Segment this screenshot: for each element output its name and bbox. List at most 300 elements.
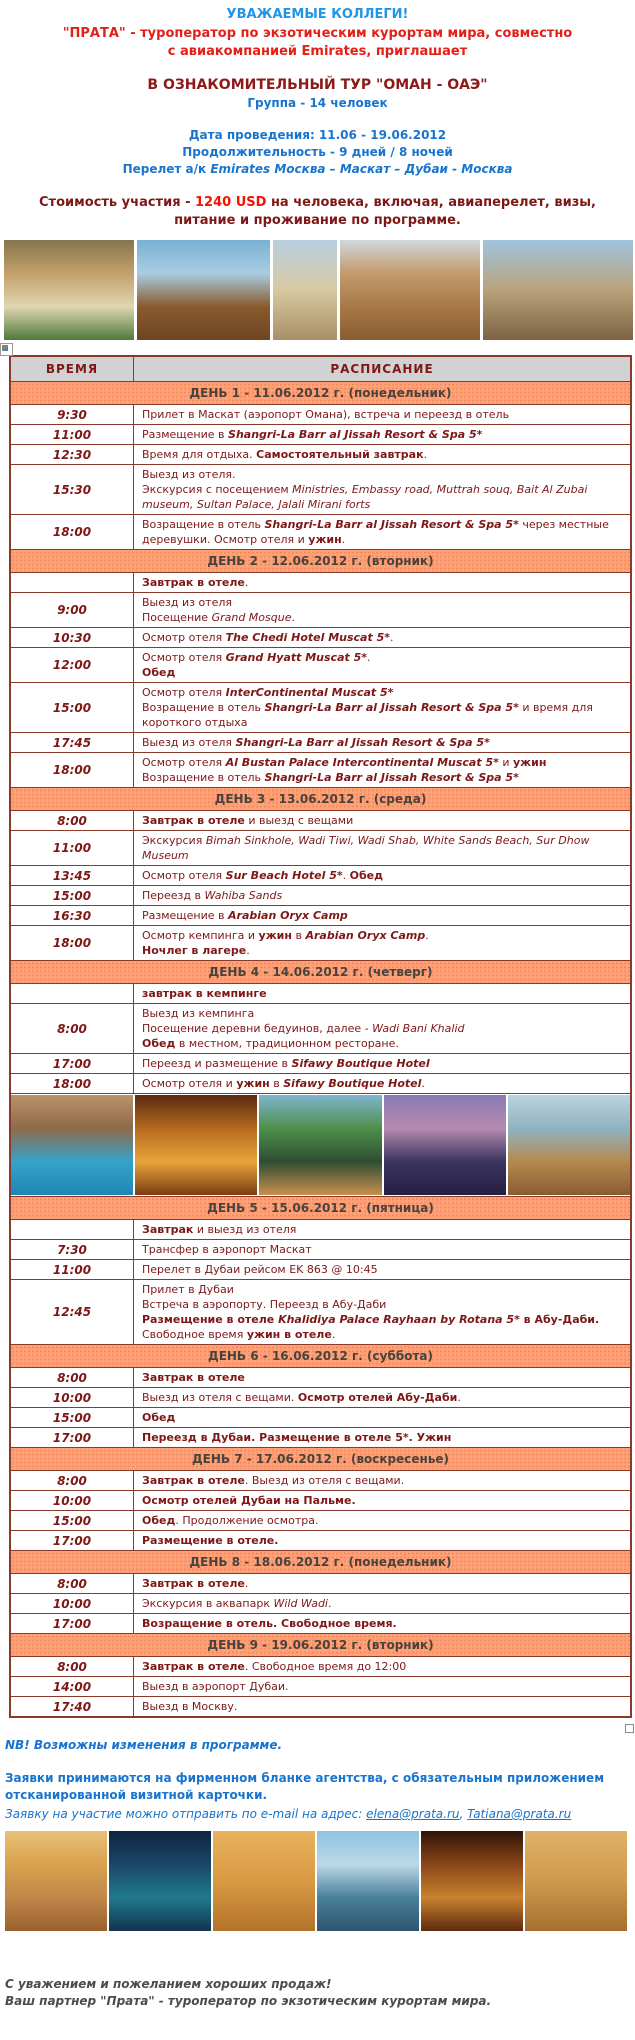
text-segment: Shangri-La Barr al Jissah Resort & Spa 5* bbox=[264, 518, 519, 531]
time-cell: 15:00 bbox=[10, 1511, 134, 1531]
day-header-row bbox=[10, 1634, 631, 1657]
text-segment: Al Bustan Palace Intercontinental Muscat 5* bbox=[225, 756, 499, 769]
text-segment: Arabian Oryx Camp bbox=[228, 909, 348, 922]
photo-strip-row bbox=[10, 1094, 631, 1197]
broken-image-icon bbox=[625, 1724, 634, 1733]
schedule-cell bbox=[134, 465, 632, 515]
schedule-row bbox=[10, 886, 631, 906]
schedule-row bbox=[10, 1074, 631, 1094]
schedule-cell bbox=[134, 811, 632, 831]
schedule-cell bbox=[134, 1074, 632, 1094]
group-size-line: Группа - 14 человек bbox=[247, 96, 388, 110]
text-segment: ужин bbox=[258, 929, 292, 942]
time-cell: 17:45 bbox=[10, 733, 134, 753]
application-note bbox=[5, 1770, 635, 1804]
price-prefix: Стоимость участия - bbox=[39, 195, 195, 210]
schedule-cell bbox=[134, 1471, 632, 1491]
text-segment: Самостоятельный завтрак bbox=[256, 448, 424, 461]
text-segment: в Абу-Даби. bbox=[519, 1313, 600, 1326]
schedule-cell bbox=[134, 593, 632, 628]
schedule-cell bbox=[134, 984, 632, 1004]
text-segment: Wild Wadi bbox=[273, 1597, 328, 1610]
schedule-cell bbox=[134, 1054, 632, 1074]
text-segment: Выезд из отеля. bbox=[142, 468, 236, 481]
text-segment: Экскурсия в аквапарк bbox=[142, 1597, 274, 1610]
text-segment: Обед bbox=[142, 1411, 176, 1424]
photo-resort-pool-mountains bbox=[11, 1095, 133, 1195]
signature-line-1: С уважением и пожеланием хороших продаж! bbox=[5, 1977, 332, 1991]
text-segment: Возращение в отель bbox=[142, 701, 265, 714]
photo-camel-market bbox=[340, 240, 480, 340]
time-cell: 10:00 bbox=[10, 1491, 134, 1511]
schedule-cell bbox=[134, 405, 632, 425]
text-segment: Shangri-La Barr al Jissah Resort & Spa 5* bbox=[228, 428, 483, 441]
text-segment: ужин bbox=[236, 1077, 270, 1090]
text-segment: . bbox=[389, 631, 394, 644]
schedule-cell bbox=[134, 1657, 632, 1677]
schedule-column-header: РАСПИСАНИЕ bbox=[134, 356, 632, 382]
schedule-row bbox=[10, 1471, 631, 1491]
time-cell: 10:00 bbox=[10, 1388, 134, 1408]
text-segment: Посещение bbox=[142, 611, 212, 624]
time-cell: 8:00 bbox=[10, 1004, 134, 1054]
day-header-row bbox=[10, 1197, 631, 1220]
day-header: ДЕНЬ 5 - 15.06.2012 г. (пятница) bbox=[10, 1197, 631, 1220]
text-segment: Wadi Bani Khalid bbox=[372, 1022, 465, 1035]
schedule-row bbox=[10, 1491, 631, 1511]
email-line bbox=[5, 1806, 635, 1823]
photo-fort-on-rocks bbox=[483, 240, 633, 340]
schedule-row bbox=[10, 1240, 631, 1260]
dates-line: Дата проведения: 11.06 - 19.06.2012 bbox=[188, 128, 447, 142]
time-cell: 7:30 bbox=[10, 1240, 134, 1260]
text-segment: Свободное время bbox=[142, 1328, 247, 1341]
text-segment: . Выезд из отеля с вещами. bbox=[244, 1474, 405, 1487]
flight-prefix: Перелет а/к bbox=[122, 162, 211, 176]
text-segment: The Chedi Hotel Muscat 5* bbox=[225, 631, 390, 644]
schedule-row bbox=[10, 1574, 631, 1594]
day-header-row bbox=[10, 1448, 631, 1471]
photo-strip-top bbox=[4, 240, 632, 340]
schedule-cell bbox=[134, 926, 632, 961]
text-segment: . Свободное время до 12:00 bbox=[244, 1660, 407, 1673]
schedule-row bbox=[10, 1677, 631, 1697]
schedule-cell bbox=[134, 1240, 632, 1260]
schedule-cell bbox=[134, 683, 632, 733]
schedule-cell bbox=[134, 515, 632, 550]
schedule-row bbox=[10, 1657, 631, 1677]
schedule-row bbox=[10, 465, 631, 515]
text-segment: Shangri-La Barr al Jissah Resort & Spa 5* bbox=[235, 736, 490, 749]
text-segment: ужин в отеле bbox=[246, 1328, 332, 1341]
text-segment: Выезд из отеля с вещами. bbox=[142, 1391, 298, 1404]
tour-title: В ОЗНАКОМИТЕЛЬНЫЙ ТУР "ОМАН - ОАЭ" bbox=[147, 77, 488, 93]
text-segment: Grand Hyatt Muscat 5* bbox=[225, 651, 367, 664]
text-segment: . bbox=[457, 1391, 461, 1404]
time-cell: 15:00 bbox=[10, 886, 134, 906]
text-segment: Обед bbox=[349, 869, 384, 882]
photo-strip-middle bbox=[10, 1094, 631, 1197]
text-segment: Завтрак в отеле bbox=[142, 1474, 245, 1487]
price-suffix-2: питание и проживание по программе. bbox=[174, 213, 461, 228]
photo-beach-terrace-palms bbox=[259, 1095, 381, 1195]
text-segment: в bbox=[291, 929, 306, 942]
duration-line: Продолжительность - 9 дней / 8 ночей bbox=[182, 145, 453, 159]
time-cell: 15:30 bbox=[10, 465, 134, 515]
schedule-cell bbox=[134, 906, 632, 926]
time-cell: 17:00 bbox=[10, 1614, 134, 1634]
schedule-row bbox=[10, 573, 631, 593]
text-segment: Осмотр отелей Дубаи на Пальме. bbox=[142, 1494, 356, 1507]
schedule-row bbox=[10, 866, 631, 886]
text-segment: . bbox=[246, 944, 250, 957]
text-segment: Размещение в bbox=[142, 909, 229, 922]
time-cell: 17:00 bbox=[10, 1428, 134, 1448]
schedule-row bbox=[10, 811, 631, 831]
text-segment: Осмотр отеля и bbox=[142, 1077, 237, 1090]
text-segment: Arabian Oryx Camp bbox=[305, 929, 426, 942]
photo-minaret-blue-dome bbox=[273, 240, 337, 340]
price-amount: 1240 USD bbox=[195, 195, 267, 210]
price-line bbox=[0, 194, 635, 230]
schedule-row bbox=[10, 515, 631, 550]
text-segment: Обед bbox=[142, 1037, 176, 1050]
text-segment: и bbox=[498, 756, 514, 769]
schedule-row bbox=[10, 1408, 631, 1428]
schedule-row bbox=[10, 1697, 631, 1718]
schedule-cell bbox=[134, 1004, 632, 1054]
schedule-cell bbox=[134, 1388, 632, 1408]
schedule-row bbox=[10, 906, 631, 926]
schedule-cell bbox=[134, 1594, 632, 1614]
schedule-row bbox=[10, 1260, 631, 1280]
text-segment: Экскурсия с посещением bbox=[142, 483, 293, 496]
schedule-row bbox=[10, 1388, 631, 1408]
schedule-cell bbox=[134, 1260, 632, 1280]
text-segment: и выезд из отеля bbox=[193, 1223, 297, 1236]
schedule-cell bbox=[134, 886, 632, 906]
day-header: ДЕНЬ 6 - 16.06.2012 г. (суббота) bbox=[10, 1345, 631, 1368]
flight-line bbox=[0, 161, 635, 178]
schedule-cell bbox=[134, 628, 632, 648]
text-segment: Размещение в отеле. bbox=[142, 1534, 279, 1547]
time-cell: 11:00 bbox=[10, 425, 134, 445]
text-segment: . bbox=[425, 929, 429, 942]
time-cell: 12:45 bbox=[10, 1280, 134, 1345]
text-segment: Осмотр отеля bbox=[142, 631, 226, 644]
text-segment: Sur Beach Hotel 5* bbox=[225, 869, 343, 882]
photo-strip-bottom bbox=[5, 1831, 627, 1931]
photo-mosque-rainbow bbox=[4, 240, 134, 340]
time-cell: 15:00 bbox=[10, 1408, 134, 1428]
text-segment: Ministries, Embassy road, Muttrah souq, Bait Al Zubai museum, Sultan Palace, Jalali Mirani forts bbox=[142, 483, 588, 511]
header-block bbox=[0, 0, 635, 230]
schedule-cell bbox=[134, 1428, 632, 1448]
email-link-elena[interactable]: elena@prata.ru bbox=[366, 1807, 460, 1821]
time-cell: 8:00 bbox=[10, 811, 134, 831]
text-segment: . bbox=[331, 1328, 336, 1341]
time-cell: 8:00 bbox=[10, 1368, 134, 1388]
photo-night-city-lights bbox=[109, 1831, 211, 1931]
day-header-row bbox=[10, 550, 631, 573]
text-segment: Экскурсия bbox=[142, 834, 206, 847]
photo-ornate-lobby-interior bbox=[135, 1095, 257, 1195]
schedule-row bbox=[10, 1594, 631, 1614]
text-segment: Завтрак в отеле bbox=[142, 1371, 245, 1384]
after-table-row bbox=[0, 1718, 634, 1728]
nb-note: NB! Возможны изменения в программе. bbox=[5, 1738, 283, 1752]
schedule-cell bbox=[134, 1280, 632, 1345]
text-segment: Выезд из отеля bbox=[142, 736, 236, 749]
time-cell bbox=[10, 573, 134, 593]
text-segment: Осмотр отелей Абу-Даби bbox=[297, 1391, 458, 1404]
time-cell: 11:00 bbox=[10, 831, 134, 866]
text-segment: Размещение в отеле bbox=[142, 1313, 279, 1326]
day-header: ДЕНЬ 4 - 14.06.2012 г. (четверг) bbox=[10, 961, 631, 984]
text-segment: завтрак в кемпинге bbox=[142, 987, 267, 1000]
day-header: ДЕНЬ 2 - 12.06.2012 г. (вторник) bbox=[10, 550, 631, 573]
text-segment: Возращение в отель. Свободное время. bbox=[142, 1617, 397, 1630]
schedule-cell bbox=[134, 1491, 632, 1511]
schedule-cell bbox=[134, 1511, 632, 1531]
email-link-tatiana[interactable]: Tatiana@prata.ru bbox=[467, 1807, 572, 1821]
text-segment: Выезд в аэропорт Дубаи. bbox=[142, 1680, 289, 1693]
text-segment: Завтрак в отеле bbox=[142, 576, 245, 589]
text-segment: Shangri-La Barr al Jissah Resort & Spa 5* bbox=[264, 771, 519, 784]
text-segment: через местные деревушки. Осмотр отеля и bbox=[142, 518, 609, 546]
text-segment: Grand Mosque bbox=[211, 611, 292, 624]
text-segment: . bbox=[342, 869, 350, 882]
schedule-row bbox=[10, 648, 631, 683]
schedule-row bbox=[10, 926, 631, 961]
signature-line-2: Ваш партнер "Прата" - туроператор по экзотическим курортам мира. bbox=[5, 1994, 492, 2008]
time-cell: 17:00 bbox=[10, 1531, 134, 1551]
day-header-row bbox=[10, 1551, 631, 1574]
schedule-cell bbox=[134, 1408, 632, 1428]
email-separator: , bbox=[459, 1807, 468, 1821]
text-segment: . bbox=[367, 651, 371, 664]
time-cell: 18:00 bbox=[10, 926, 134, 961]
text-segment: Завтрак в отеле bbox=[142, 814, 245, 827]
time-cell: 10:30 bbox=[10, 628, 134, 648]
flight-route: Emirates Москва – Маскат – Дубаи - Москва bbox=[210, 162, 513, 176]
photo-emirates-plane-sunset bbox=[5, 1831, 107, 1931]
time-cell: 13:45 bbox=[10, 866, 134, 886]
schedule-cell bbox=[134, 1574, 632, 1594]
schedule-row bbox=[10, 831, 631, 866]
itinerary-table bbox=[9, 355, 632, 1718]
day-header-row bbox=[10, 788, 631, 811]
photo-strip-middle-inner bbox=[11, 1095, 630, 1195]
photo-creek-boat-skyline bbox=[317, 1831, 419, 1931]
time-cell: 8:00 bbox=[10, 1657, 134, 1677]
photo-dusk-pool-reflections bbox=[384, 1095, 506, 1195]
signature-block bbox=[5, 1976, 635, 2010]
day-header: ДЕНЬ 3 - 13.06.2012 г. (среда) bbox=[10, 788, 631, 811]
time-cell: 9:30 bbox=[10, 405, 134, 425]
text-segment: Посещение деревни бедуинов, далее - bbox=[142, 1022, 373, 1035]
text-segment: Переезд в Дубаи. Размещение в отеле 5*. Ужин bbox=[142, 1431, 452, 1444]
schedule-row bbox=[10, 425, 631, 445]
time-cell: 8:00 bbox=[10, 1471, 134, 1491]
schedule-row bbox=[10, 405, 631, 425]
text-segment: Переезд в bbox=[142, 889, 205, 902]
schedule-row bbox=[10, 1220, 631, 1240]
application-note-line-1: Заявки принимаются на фирменном бланке агентства, с обязательным приложением bbox=[5, 1771, 604, 1785]
schedule-cell bbox=[134, 1677, 632, 1697]
schedule-cell bbox=[134, 445, 632, 465]
text-segment: Осмотр отеля bbox=[142, 686, 226, 699]
text-segment: Shangri-La Barr al Jissah Resort & Spa 5* bbox=[264, 701, 519, 714]
day-header-row bbox=[10, 961, 631, 984]
schedule-row bbox=[10, 1511, 631, 1531]
text-segment: ужин bbox=[513, 756, 547, 769]
schedule-cell bbox=[134, 753, 632, 788]
text-segment: Время для отдыха. bbox=[142, 448, 257, 461]
schedule-row bbox=[10, 1531, 631, 1551]
tour-info-block bbox=[0, 127, 635, 178]
day-header: ДЕНЬ 8 - 18.06.2012 г. (понедельник) bbox=[10, 1551, 631, 1574]
schedule-cell bbox=[134, 1531, 632, 1551]
text-segment: Выезд в Москву. bbox=[142, 1700, 238, 1713]
schedule-row bbox=[10, 593, 631, 628]
time-cell: 14:00 bbox=[10, 1677, 134, 1697]
schedule-row bbox=[10, 1004, 631, 1054]
text-segment: Sifawy Boutique Hotel bbox=[283, 1077, 422, 1090]
text-segment: Встреча в аэропорту. Переезд в Абу-Даби bbox=[142, 1298, 387, 1311]
schedule-cell bbox=[134, 831, 632, 866]
photo-seaside-restaurant bbox=[508, 1095, 630, 1195]
text-segment: ужин bbox=[308, 533, 342, 546]
price-suffix-1: на человека, включая, авиаперелет, визы, bbox=[266, 195, 596, 210]
text-segment: . bbox=[244, 576, 249, 589]
photo-dhow-ship bbox=[137, 240, 270, 340]
time-cell: 11:00 bbox=[10, 1260, 134, 1280]
application-note-line-2: отсканированной визитной карточки. bbox=[5, 1788, 268, 1802]
text-segment: Завтрак в отеле bbox=[142, 1577, 245, 1590]
text-segment: в местном, традиционном ресторане. bbox=[175, 1037, 399, 1050]
schedule-cell bbox=[134, 1220, 632, 1240]
text-segment: Осмотр кемпинга и bbox=[142, 929, 259, 942]
text-segment: Размещение в bbox=[142, 428, 229, 441]
schedule-cell bbox=[134, 425, 632, 445]
schedule-cell bbox=[134, 1368, 632, 1388]
text-segment: Обед bbox=[142, 666, 176, 679]
schedule-row bbox=[10, 1428, 631, 1448]
schedule-row bbox=[10, 683, 631, 733]
greeting-line: УВАЖАЕМЫЕ КОЛЛЕГИ! bbox=[226, 7, 409, 22]
text-segment: Обед bbox=[142, 1514, 176, 1527]
schedule-row bbox=[10, 1614, 631, 1634]
day-header-row bbox=[10, 382, 631, 405]
schedule-row bbox=[10, 1054, 631, 1074]
text-segment: и время для короткого отдыха bbox=[142, 701, 593, 729]
photo-bedouin-camp-night bbox=[421, 1831, 523, 1931]
text-segment: . bbox=[291, 611, 295, 624]
text-segment: . bbox=[328, 1597, 332, 1610]
text-segment: Ночлег в лагере bbox=[142, 944, 247, 957]
intro-lines bbox=[0, 25, 635, 61]
time-cell: 9:00 bbox=[10, 593, 134, 628]
schedule-cell bbox=[134, 866, 632, 886]
text-segment: Осмотр отеля bbox=[142, 869, 226, 882]
text-segment: . bbox=[423, 448, 428, 461]
text-segment: Wahiba Sands bbox=[204, 889, 283, 902]
schedule-cell bbox=[134, 573, 632, 593]
text-segment: Прилет в Дубаи bbox=[142, 1283, 234, 1296]
schedule-row bbox=[10, 1368, 631, 1388]
text-segment: . bbox=[341, 533, 346, 546]
text-segment: . Продолжение осмотра. bbox=[175, 1514, 319, 1527]
day-header: ДЕНЬ 7 - 17.06.2012 г. (воскресенье) bbox=[10, 1448, 631, 1471]
intro-line-1: "ПРАТА" - туроператор по экзотическим курортам мира, совместно bbox=[62, 26, 573, 41]
text-segment: Возращение в отель bbox=[142, 771, 265, 784]
photo-dunes-offroad bbox=[213, 1831, 315, 1931]
icon-row bbox=[0, 341, 635, 355]
schedule-row bbox=[10, 1280, 631, 1345]
text-segment: Переезд и размещение в bbox=[142, 1057, 292, 1070]
time-cell: 18:00 bbox=[10, 515, 134, 550]
text-segment: . bbox=[244, 1577, 249, 1590]
time-column-header: ВРЕМЯ bbox=[10, 356, 134, 382]
schedule-cell bbox=[134, 1614, 632, 1634]
text-segment: Sifawy Boutique Hotel bbox=[291, 1057, 430, 1070]
schedule-cell bbox=[134, 733, 632, 753]
schedule-row bbox=[10, 628, 631, 648]
text-segment: Завтрак bbox=[142, 1223, 194, 1236]
day-header: ДЕНЬ 9 - 19.06.2012 г. (вторник) bbox=[10, 1634, 631, 1657]
time-cell: 17:00 bbox=[10, 1054, 134, 1074]
text-segment: Выезд из отеля bbox=[142, 596, 232, 609]
schedule-cell bbox=[134, 648, 632, 683]
time-cell: 18:00 bbox=[10, 753, 134, 788]
schedule-row bbox=[10, 984, 631, 1004]
table-header-row bbox=[10, 356, 631, 382]
day-header: ДЕНЬ 1 - 11.06.2012 г. (понедельник) bbox=[10, 382, 631, 405]
text-segment: Прилет в Маскат (аэропорт Омана), встреча и переезд в отель bbox=[142, 408, 510, 421]
photo-falconers-desert bbox=[525, 1831, 627, 1931]
time-cell bbox=[10, 984, 134, 1004]
schedule-row bbox=[10, 445, 631, 465]
text-segment: Осмотр отеля bbox=[142, 756, 226, 769]
time-cell bbox=[10, 1220, 134, 1240]
time-cell: 12:30 bbox=[10, 445, 134, 465]
time-cell: 18:00 bbox=[10, 1074, 134, 1094]
time-cell: 15:00 bbox=[10, 683, 134, 733]
time-cell: 16:30 bbox=[10, 906, 134, 926]
text-segment: Bimah Sinkhole, Wadi Tiwi, Wadi Shab, White Sands Beach, Sur Dhow Museum bbox=[142, 834, 590, 862]
text-segment: Осмотр отеля bbox=[142, 651, 226, 664]
text-segment: . bbox=[421, 1077, 425, 1090]
email-prefix: Заявку на участие можно отправить по e-mail на адрес: bbox=[5, 1807, 367, 1821]
text-segment: Трансфер в аэропорт Маскат bbox=[142, 1243, 312, 1256]
schedule-row bbox=[10, 733, 631, 753]
text-segment: Завтрак в отеле bbox=[142, 1660, 245, 1673]
text-segment: InterContinental Muscat 5* bbox=[225, 686, 394, 699]
text-segment: Выезд из кемпинга bbox=[142, 1007, 255, 1020]
time-cell: 10:00 bbox=[10, 1594, 134, 1614]
day-header-row bbox=[10, 1345, 631, 1368]
time-cell: 12:00 bbox=[10, 648, 134, 683]
schedule-cell bbox=[134, 1697, 632, 1718]
text-segment: Перелет в Дубаи рейсом EK 863 @ 10:45 bbox=[142, 1263, 378, 1276]
text-segment: в bbox=[269, 1077, 284, 1090]
intro-line-2: с авиакомпанией Emirates, приглашает bbox=[167, 44, 468, 59]
broken-image-icon bbox=[0, 343, 13, 356]
time-cell: 17:40 bbox=[10, 1697, 134, 1718]
text-segment: Возращение в отель bbox=[142, 518, 265, 531]
text-segment: и выезд с вещами bbox=[244, 814, 354, 827]
